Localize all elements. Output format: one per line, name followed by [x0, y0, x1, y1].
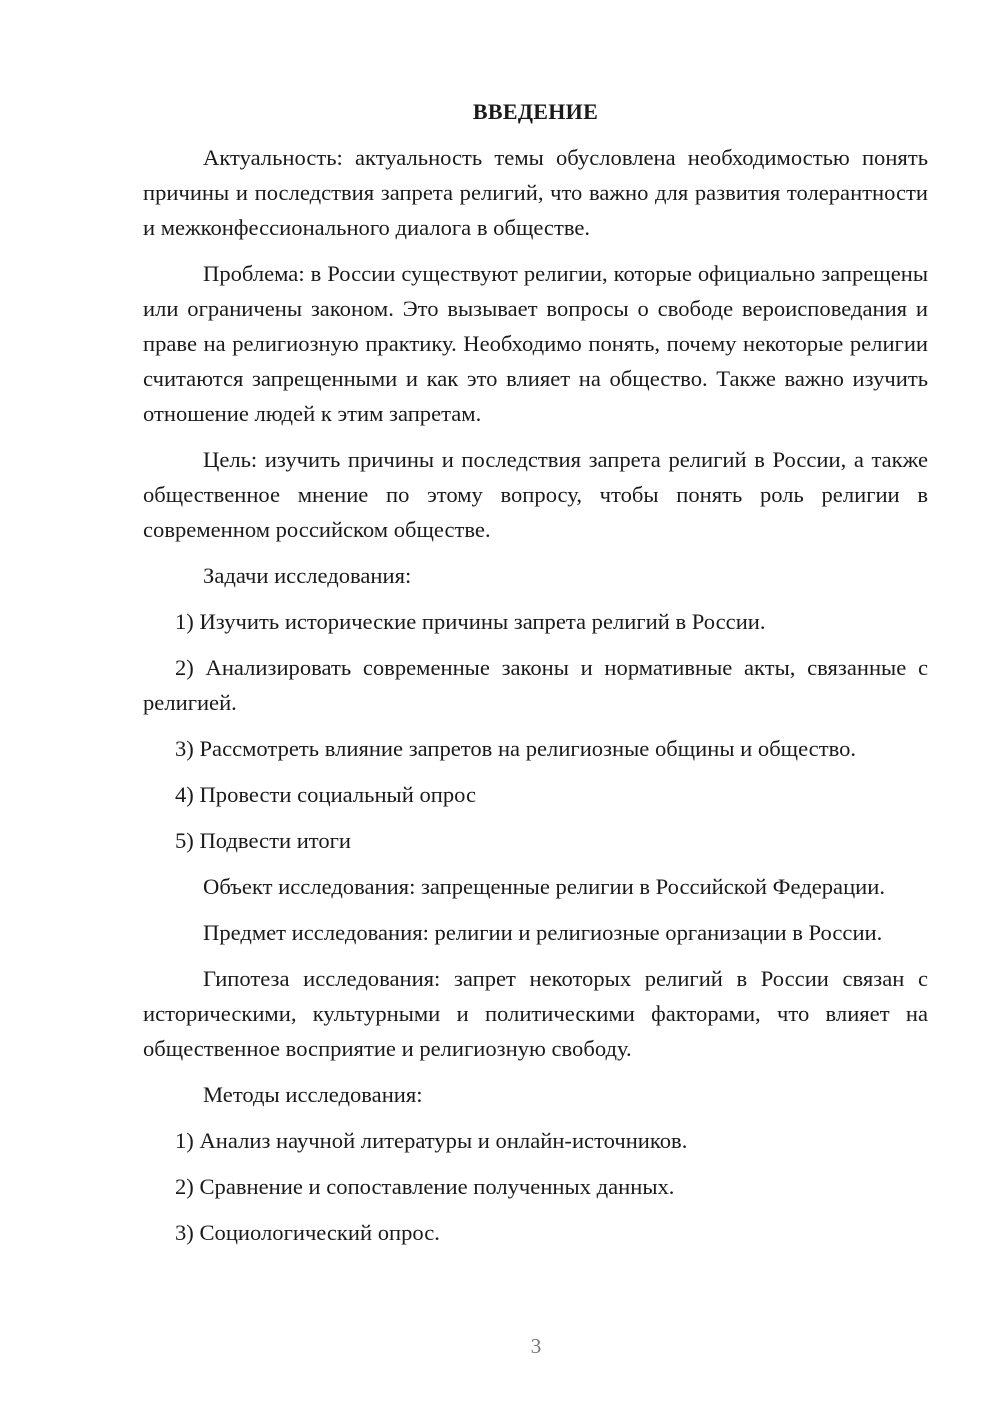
- page-number: 3: [530, 1334, 542, 1358]
- tasks-title: Задачи исследования:: [203, 563, 412, 588]
- task-item: 2) Анализировать современные законы и нормативные акты, связанные с религией.: [143, 655, 928, 715]
- problem-paragraph: Проблема: в России существуют религии, которые официально запрещены или ограничены законом. Это вызывает вопросы о свободе вероисповедания и праве на религиозную практику. Необходимо понять, почему некоторые религии считаются запрещенными и как это влияет на общество. Также важно изучить отношение людей к этим запретам.: [143, 261, 928, 426]
- object-paragraph: Объект исследования: запрещенные религии в Российской Федерации.: [203, 874, 885, 899]
- task-item: 5) Подвести итоги: [175, 828, 352, 853]
- method-item: 1) Анализ научной литературы и онлайн-источников.: [175, 1128, 688, 1153]
- task-item: 4) Провести социальный опрос: [175, 782, 477, 807]
- methods-title: Методы исследования:: [203, 1082, 423, 1107]
- page-content: [143, 94, 928, 1261]
- task-item: 3) Рассмотреть влияние запретов на религиозные общины и общество.: [175, 736, 857, 761]
- section-heading: ВВЕДЕНИЕ: [472, 99, 599, 124]
- goal-paragraph: Цель: изучить причины и последствия запрета религий в России, а также общественное мнение по этому вопросу, чтобы понять роль религии в современном российском обществе.: [143, 447, 928, 542]
- method-item: 3) Социологический опрос.: [175, 1220, 440, 1245]
- task-item: 1) Изучить исторические причины запрета религий в России.: [175, 609, 766, 634]
- relevance-paragraph: Актуальность: актуальность темы обусловлена необходимостью понять причины и последствия запрета религий, что важно для развития толерантности и межконфессионального диалога в обществе.: [143, 145, 928, 240]
- hypothesis-paragraph: Гипотеза исследования: запрет некоторых религий в России связан с историческими, культурными и политическими факторами, что влияет на общественное восприятие и религиозную свободу.: [143, 966, 928, 1061]
- subject-paragraph: Предмет исследования: религии и религиозные организации в России.: [203, 920, 883, 945]
- method-item: 2) Сравнение и сопоставление полученных данных.: [175, 1174, 675, 1199]
